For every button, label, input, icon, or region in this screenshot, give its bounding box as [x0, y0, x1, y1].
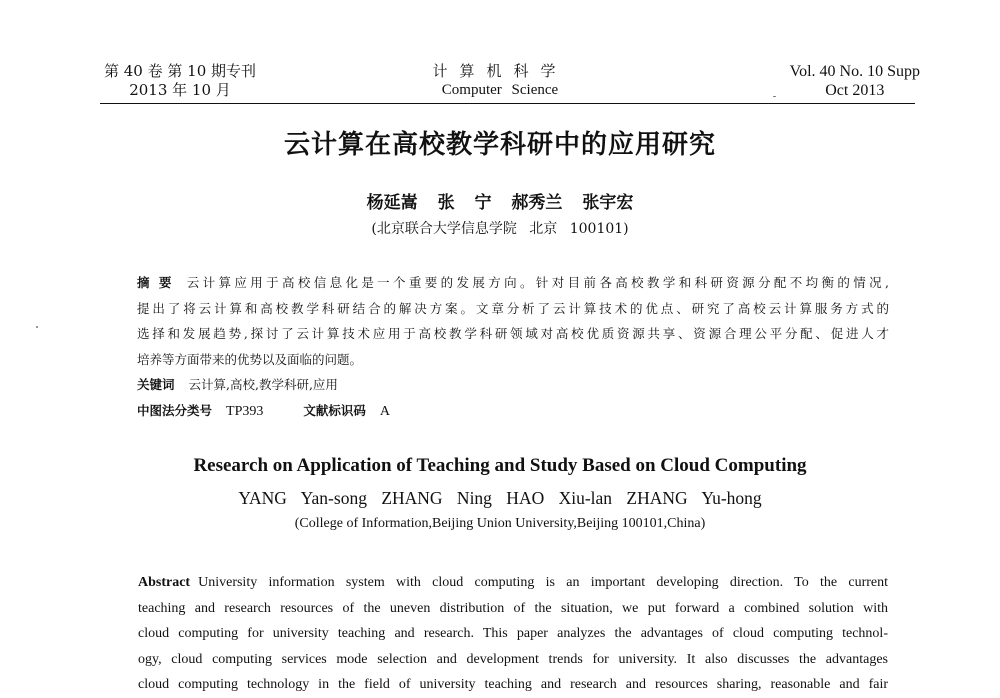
classification-line [137, 400, 390, 423]
abstract-en-line: ogy, cloud computing services mode selection and development trends for university. It also discusses the advantages [138, 651, 888, 667]
affiliation-cn: (北京联合大学信息学院 北京 100101) [371, 221, 629, 237]
authors-cn: 杨延嵩 张 宁 郝秀兰 张宇宏 [366, 193, 634, 213]
abstract-cn-line: 选择和发展趋势,探讨了云计算技术应用于高校教学科研领域对高校优质资源共享、资源合理公平分配、促进人才 [137, 326, 889, 341]
abstract-cn-text: 云计算应用于高校信息化是一个重要的发展方向。针对目前各高校教学和科研资源分配不均衡的情况, [186, 275, 889, 290]
abstract-en-line: cloud computing for university teaching and research. This paper analyzes the advantages of cloud computing technol- [138, 626, 888, 641]
abstract-en [138, 570, 888, 698]
header-volume-issue-en: Vol. 40 No. 10 Supp [789, 63, 920, 80]
abstract-cn-label: 摘要 [137, 275, 181, 290]
clc-label: 中图法分类号 [137, 403, 213, 418]
abstract-en-text: University information system with cloud computing is an important developing direction. To the current [198, 575, 888, 590]
abstract-cn-line [137, 270, 889, 296]
abstract-en-label: Abstract [138, 575, 191, 590]
header-volume-issue: 第 40 卷 第 10 期专刊 [104, 62, 257, 80]
abstract-en-line: cloud computing technology in the field of university teaching and research and resources sharing, reasonable and fair [138, 677, 888, 692]
authors-en: YANG Yan-song ZHANG Ning HAO Xiu-lan ZHANG Yu-hong [238, 488, 762, 508]
scan-speck [773, 96, 776, 97]
affiliation-en: (College of Information,Beijing Union University,Beijing 100101,China) [294, 516, 706, 531]
clc-value: TP393 [226, 404, 264, 419]
abstract-en-line [138, 570, 888, 596]
journal-name-cn: 计算机科学 [432, 62, 568, 80]
header-date-en: Oct 2013 [825, 82, 885, 99]
keywords-cn [137, 374, 338, 396]
doc-code-value: A [379, 404, 390, 419]
abstract-cn-line: 提出了将云计算和高校教学科研结合的解决方案。文章分析了云计算技术的优点、研究了高校云计算服务方式的 [137, 300, 889, 316]
keywords-cn-label: 关键词 [137, 377, 175, 392]
paper-title-cn: 云计算在高校教学科研中的应用研究 [283, 130, 716, 160]
paper-title-en: Research on Application of Teaching and Study Based on Cloud Computing [193, 455, 807, 476]
abstract-cn-line: 培养等方面带来的优势以及面临的问题。 [137, 351, 363, 367]
doc-code-label: 文献标识码 [303, 403, 366, 418]
header-date-cn: 2013 年 10 月 [129, 81, 231, 99]
journal-name-en: Computer Science [441, 82, 559, 98]
abstract-cn [137, 270, 889, 372]
header-rule [100, 103, 915, 104]
scan-speck [36, 326, 38, 328]
keywords-cn-value: 云计算,高校,教学科研,应用 [188, 377, 338, 392]
header-volume-info-en [790, 62, 920, 100]
abstract-en-line: teaching and research resources of the uneven distribution of the situation, we put forward a combined solution with [138, 600, 888, 616]
